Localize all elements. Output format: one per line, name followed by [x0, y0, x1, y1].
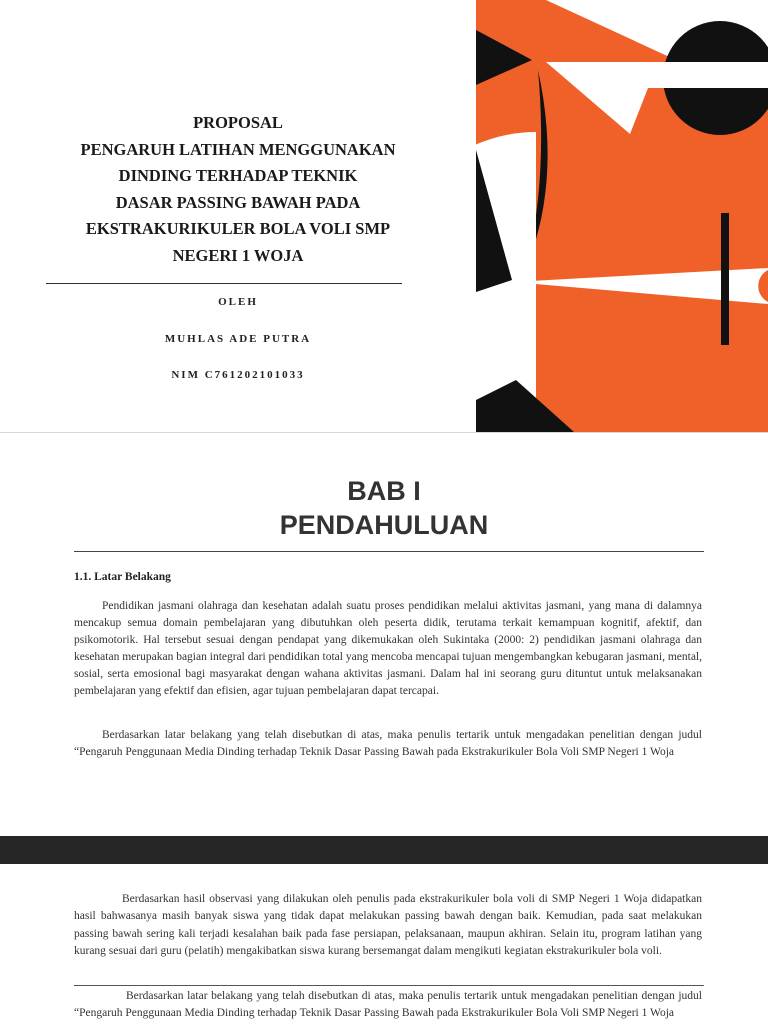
page-separator [0, 432, 768, 433]
title-divider [46, 283, 402, 284]
observation-paragraph: Berdasarkan hasil observasi yang dilakukan oleh penulis pada ekstrakurikuler bola voli di SMP Negeri 1 Woja didapatkan hasil bahwasanya masih banyak siswa yang tidak dapat melakukan passing bawah dengan baik. Kemudian, pada saat melakukan passing bawah sering kali terjadi kesalahan baik pada fase persiapan, pelaksanaan, maupun akhiran. Selain itu, program latihan yang kurang sesuai dari guru (pelatih) mengakibatkan siswa kurang bersemangat dalam mengikuti kegiatan ekstrakurikuler bola voli. [74, 893, 702, 957]
title-line: DASAR PASSING BAWAH PADA [115, 192, 361, 212]
title-line: NEGERI 1 WOJA [172, 245, 304, 265]
chapter-divider [74, 551, 704, 552]
title-line: DINDING TERHADAP TEKNIK [118, 166, 358, 185]
title-line: PENGARUH LATIHAN MENGGUNAKAN [80, 139, 396, 159]
oleh-label: OLEH [218, 296, 258, 308]
cover-page [0, 0, 768, 432]
title-line: EKSTRAKURIKULER BOLA VOLI SMP [85, 219, 391, 238]
page-break-bar [0, 836, 768, 864]
student-id: NIM C761202101033 [171, 369, 305, 381]
chapter-heading [0, 474, 768, 542]
paragraph-divider [74, 985, 704, 986]
proposal-title [40, 110, 436, 269]
paragraph-2: Berdasarkan latar belakang yang telah disebutkan di atas, maka penulis tertarik untuk mengadakan penelitian dengan judul “Pengaruh Penggunaan Media Dinding terhadap Teknik Dasar Passing Bawah pada Ekstrakurikuler Bola Voli SMP Negeri 1 Woja [74, 729, 702, 758]
title-line: PROPOSAL [193, 113, 283, 132]
paragraph-1: Pendidikan jasmani olahraga dan kesehatan adalah suatu proses pendidikan melalui aktivitas jasmani, yang mana di dalamnya mencakup semua domain pembelajaran yang dibutuhkan oleh peserta didik, terutama terkait kemampuan kognitif, afektif, dan psikomotorik. Hal tersebut sesuai dengan pendapat yang dikemukakan oleh Sukintaka (2000: 2) pendidikan jasmani olahraga dan kesehatan merupakan bagian integral dari pendidikan total yang mencoba mencapai tujuan mengembangkan kebugaran jasmani, mental, sosial, serta emosional bagi masyarakat dengan wahana aktivitas jasmani. Dalam hal ini seorang guru dituntut untuk melaksanakan pembelajaran yang efektif dan efisien, agar tujuan pembelajaran dapat tercapai. [74, 600, 702, 697]
chapter-title: PENDAHULUAN [279, 510, 489, 540]
author-name: MUHLAS ADE PUTRA [164, 333, 312, 345]
chapter-number: BAB I [347, 476, 421, 506]
section-heading: 1.1. Latar Belakang [74, 571, 171, 583]
art-black-bar [721, 213, 729, 345]
conclusion-paragraph: Berdasarkan latar belakang yang telah disebutkan di atas, maka penulis tertarik untuk mengadakan penelitian dengan judul “Pengaruh Penggunaan Media Dinding terhadap Teknik Dasar Passing Bawah pada Ekstrakurikuler Bola Voli SMP Negeri 1 Woja [74, 990, 702, 1020]
abstract-cover-art [476, 0, 768, 432]
